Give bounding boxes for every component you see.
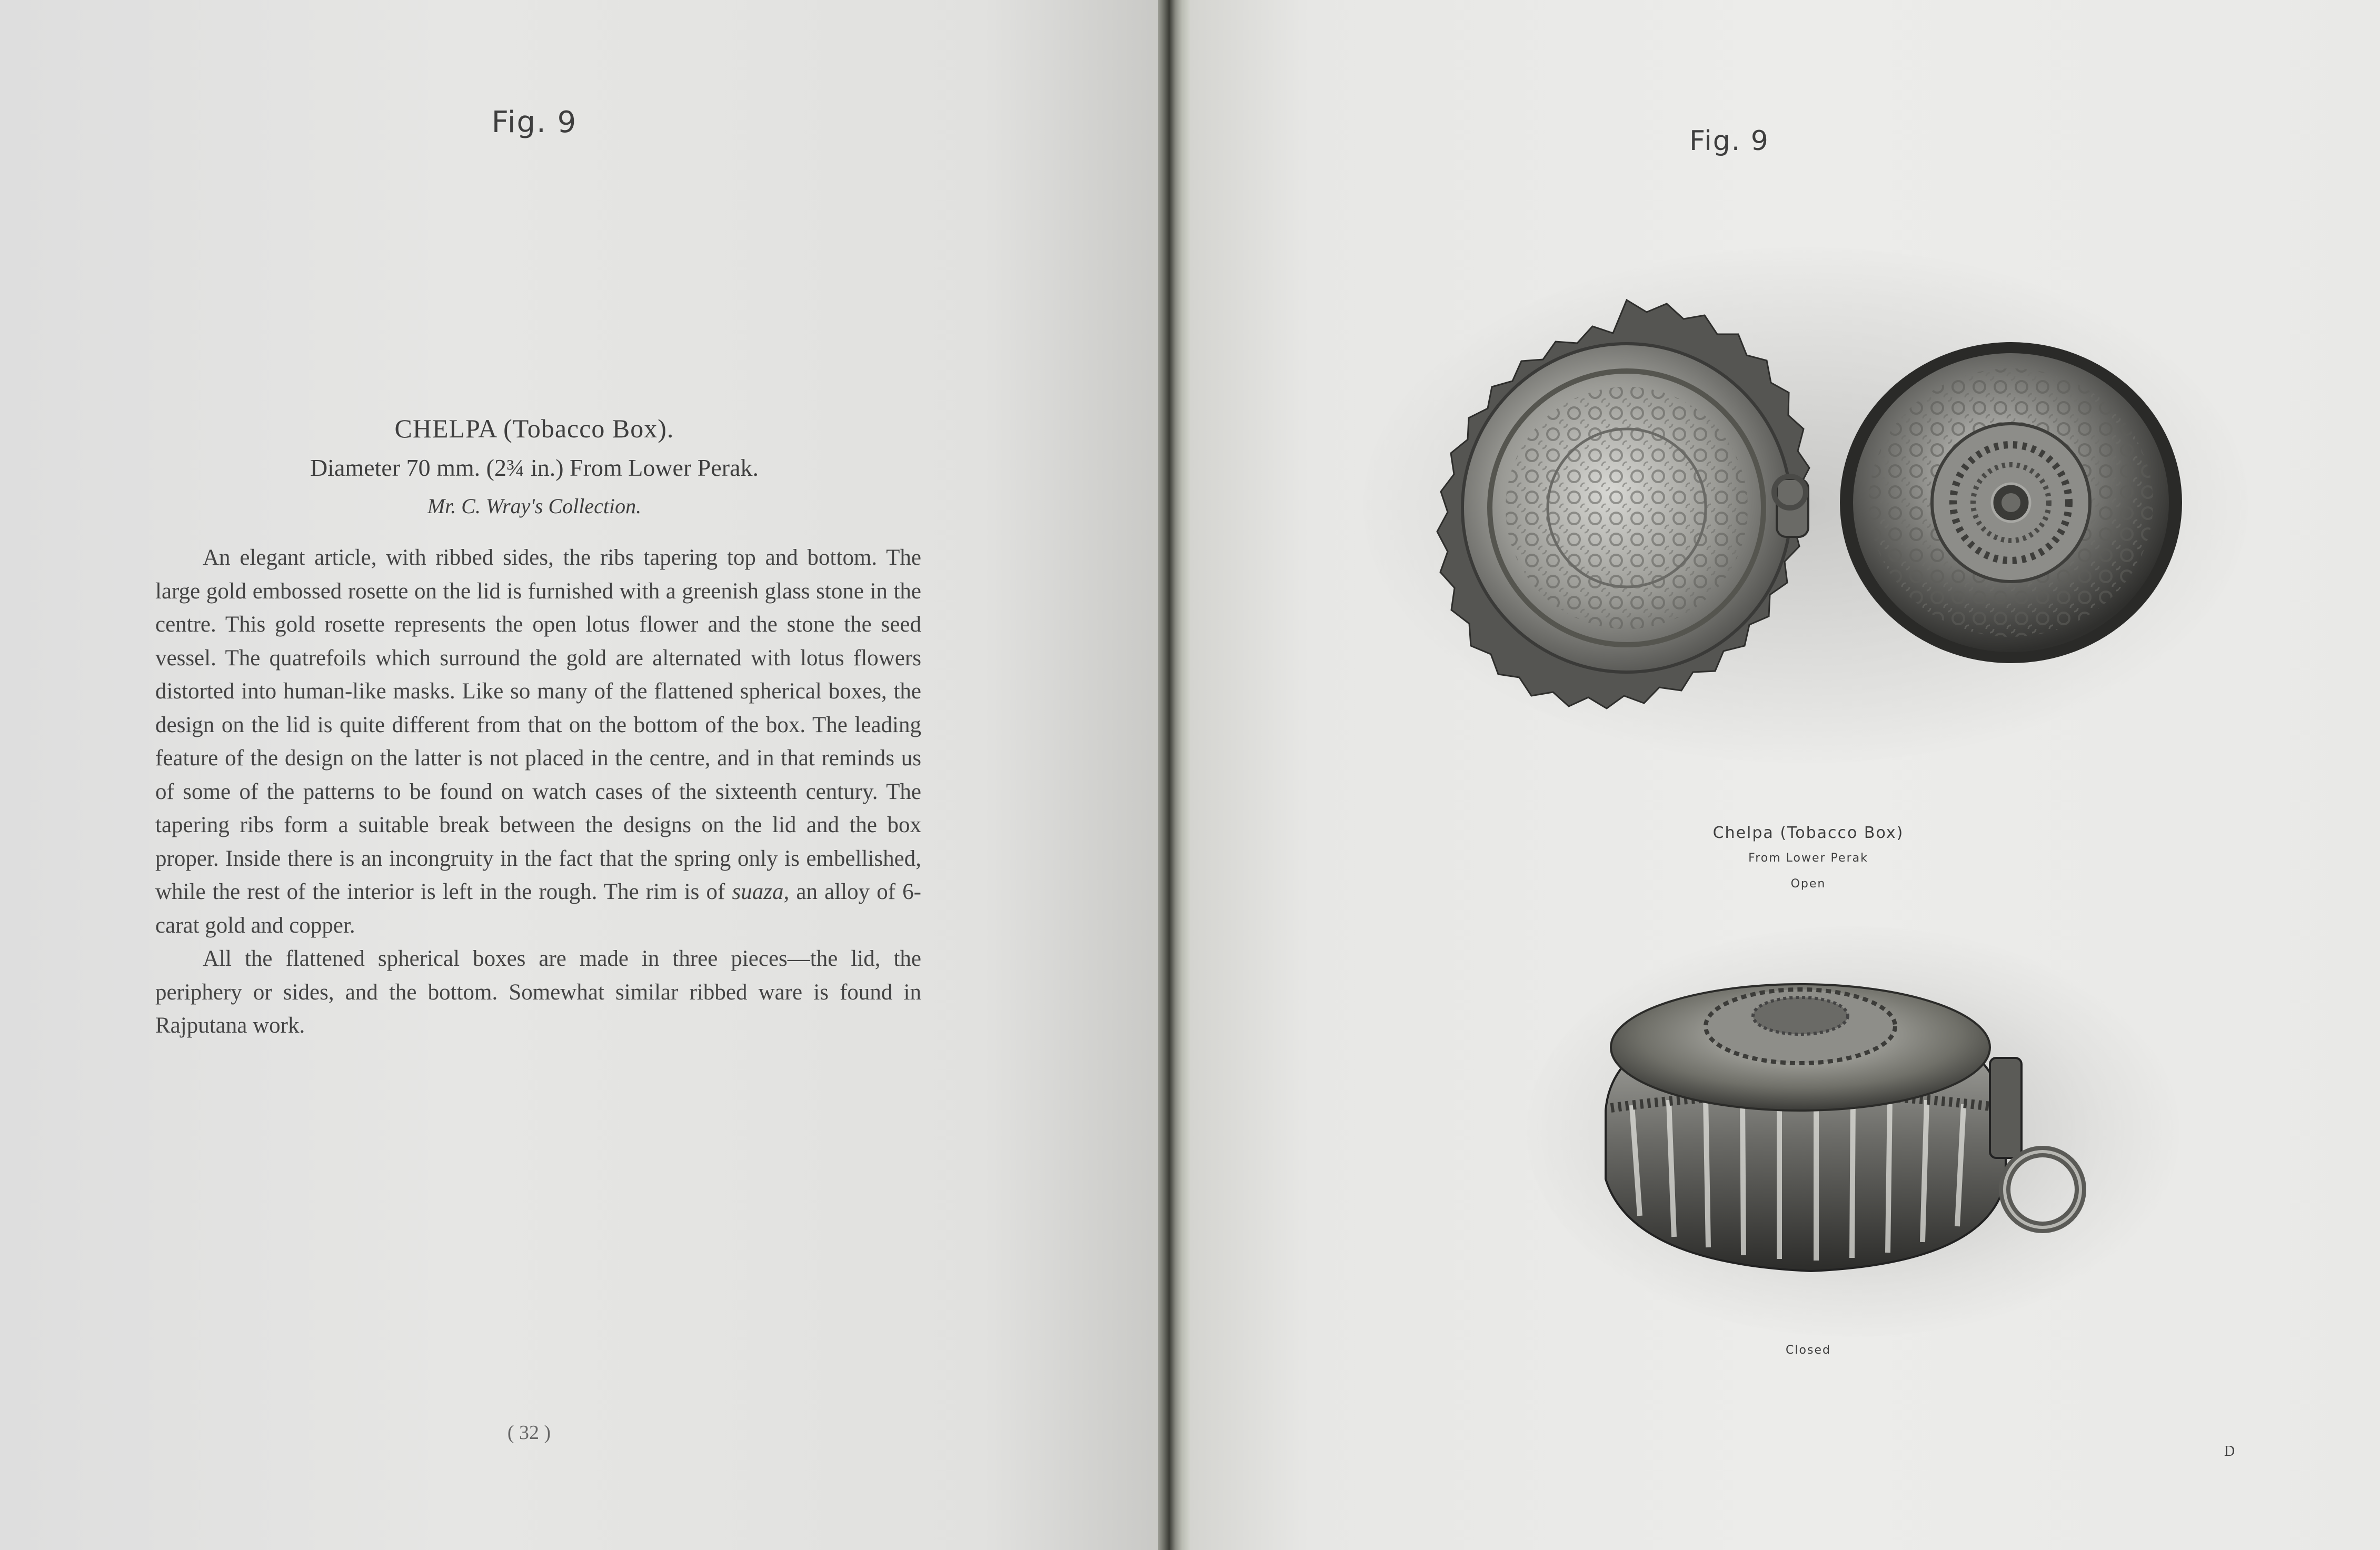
- caption-origin: From Lower Perak: [1748, 852, 1868, 865]
- page-title: CHELPA (Tobacco Box).: [394, 414, 674, 443]
- book-gutter: [1158, 0, 1190, 1550]
- photo-closed-box: [1590, 968, 2116, 1295]
- caption-open: Open: [1790, 877, 1826, 891]
- page-number: ( 32 ): [507, 1422, 551, 1444]
- figure-label-plate: Fig. 9: [1689, 125, 1769, 157]
- photo-open-box: [1427, 295, 2322, 732]
- description-text: [155, 541, 921, 1043]
- italic-term: suaza: [732, 879, 784, 904]
- left-page: [0, 0, 1158, 1550]
- caption-title: Chelpa (Tobacco Box): [1712, 824, 1904, 842]
- collection-credit: Mr. C. Wray's Collection.: [427, 494, 642, 518]
- paragraph-2: All the flattened spherical boxes are made in three pieces—the lid, the periphery or sides, and the bottom. Somewhat similar ribbed ware is found in Rajputana work.: [155, 946, 921, 1038]
- figure-label: Fig. 9: [491, 105, 577, 139]
- right-page: [1190, 0, 2380, 1550]
- caption-closed: Closed: [1786, 1344, 1831, 1357]
- serrated-rim: [1437, 300, 1809, 708]
- box-lid: [1840, 342, 2182, 663]
- signature-mark: D: [2224, 1443, 2235, 1459]
- page-subtitle: Diameter 70 mm. (2¾ in.) From Lower Perak.: [310, 454, 759, 481]
- paragraph-1: An elegant article, with ribbed sides, the ribs tapering top and bottom. The large gold embossed rosette on the lid is furnished with a greenish glass stone in the centre. This gold rosette represents the open lotus flower and the stone the seed vessel. The quatrefoils which surround the gold are alternated with lotus flowers distorted into human-like masks. Like so many of the flattened spherical boxes, the design on the lid is quite different from that on the bottom of the box. The leading feature of the design on the latter is not placed in the centre, and in that reminds us of some of the patterns to be found on watch cases of the sixteenth century. The tapering ribs form a suitable break between the designs on the lid and the box proper. Inside there is an incongruity in the fact that the spring only is embellished, while the rest of the interior is left in the rough. The rim is of suaza, an alloy of 6-carat gold and copper.: [155, 545, 922, 938]
